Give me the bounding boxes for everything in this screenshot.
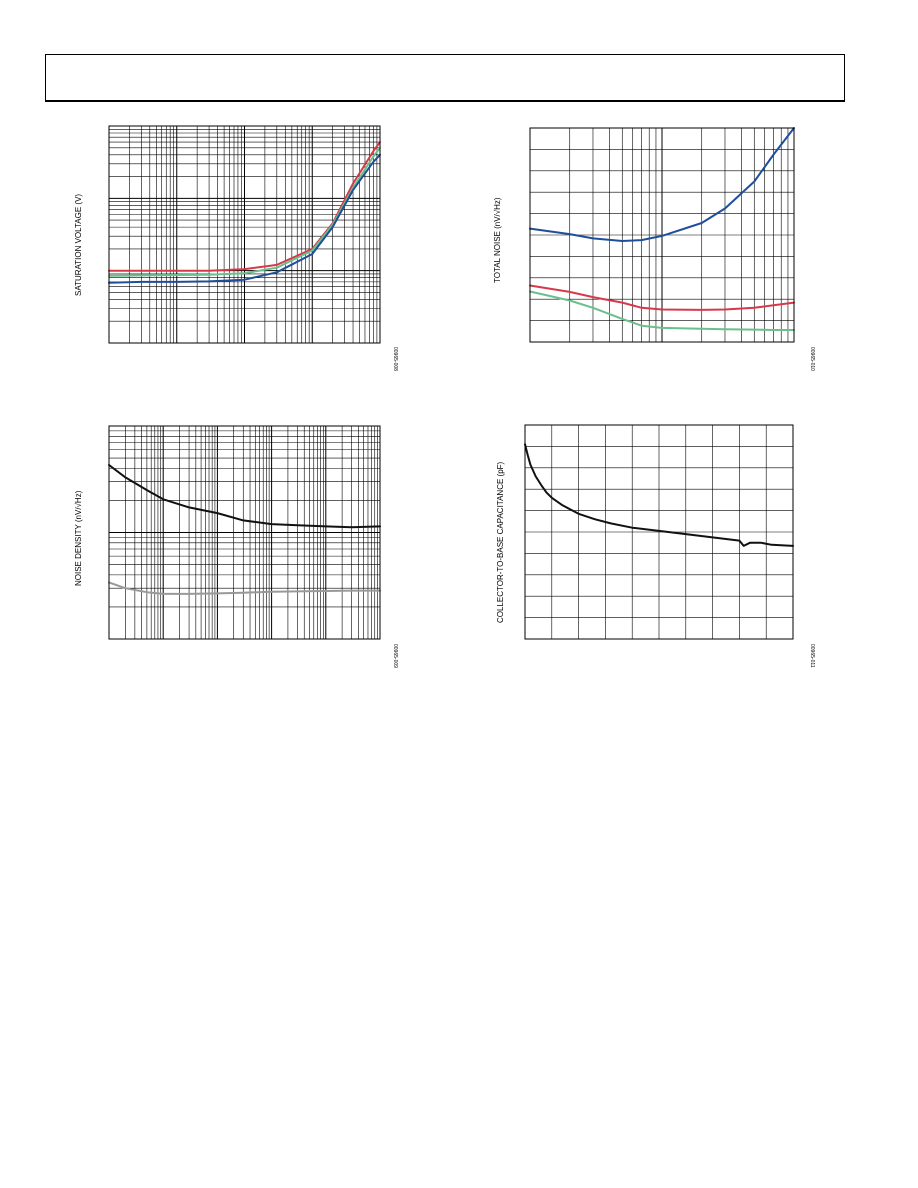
y-axis-label-capacitance: COLLECTOR-TO-BASE CAPACITANCE (pF) xyxy=(496,461,505,623)
chart-svg-saturation xyxy=(109,126,380,343)
grid-lines xyxy=(109,426,380,639)
chart-svg-capacitance xyxy=(525,425,793,639)
grid-lines xyxy=(109,126,380,343)
plot-area-saturation xyxy=(109,126,380,343)
y-axis-label-saturation: SATURATION VOLTAGE (V) xyxy=(74,193,83,296)
figure-code-capacitance: 00965-011 xyxy=(809,644,815,668)
grid-lines xyxy=(525,425,793,639)
plot-area-total-noise xyxy=(530,128,794,342)
chart-svg-noise-density xyxy=(109,426,380,639)
y-axis-label-total-noise: TOTAL NOISE (nV/√Hz) xyxy=(493,197,502,283)
y-axis-label-noise-density: NOISE DENSITY (nV/√Hz) xyxy=(74,490,83,586)
plot-area-noise-density xyxy=(109,426,380,639)
series-line-1 xyxy=(109,465,380,527)
figure-code-saturation: 00965-008 xyxy=(392,347,398,371)
chart-svg-total-noise xyxy=(530,128,794,342)
figure-code-noise-density: 00965-009 xyxy=(392,644,398,668)
figure-code-total-noise: 00965-010 xyxy=(809,347,815,371)
plot-area-capacitance xyxy=(525,425,793,639)
header-frame xyxy=(45,54,845,102)
